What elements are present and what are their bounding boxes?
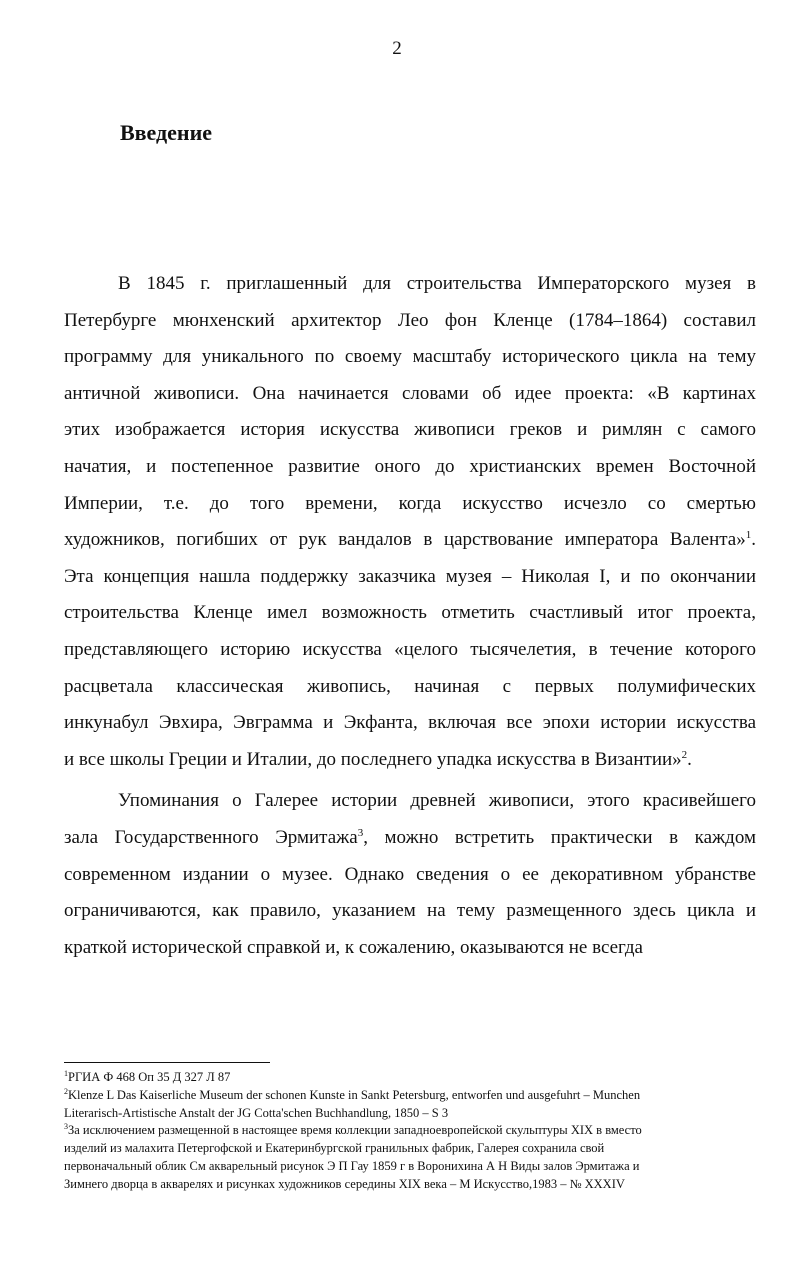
line-text: расцветала классическая живопись, начиная с первых полумифических	[64, 675, 756, 697]
footnote-text: первоначальный облик См акварельный рисунок Э П Гау 1859 г в Воронихина А Н Виды залов Эрмитажа и	[64, 1158, 640, 1173]
text-line	[64, 893, 756, 930]
text-line	[64, 742, 756, 779]
line-text: современном издании о музее. Однако сведения о ее декоративном убранстве	[64, 863, 756, 885]
text-line	[64, 857, 756, 894]
page-number: 2	[392, 38, 402, 59]
line-text: краткой исторической справкой и, к сожалению, оказываются не всегда	[64, 936, 643, 958]
line-text: и все школы Греции и Италии, до последнего упадка искусства в Византии»	[64, 748, 682, 770]
footnote-text: Klenze L Das Kaiserliche Museum der schonen Kunste in Sankt Petersburg, entworfen und ausgefuhrt – Munchen	[68, 1087, 641, 1102]
footnote-reference[interactable]: 3	[357, 826, 364, 839]
text-line	[64, 632, 756, 669]
footnote-line	[64, 1069, 756, 1087]
text-line	[64, 820, 756, 857]
footnote-line	[64, 1087, 756, 1105]
line-text: зала Государственного Эрмитажа	[64, 826, 358, 848]
footnote-text: За исключением размещенной в настоящее время коллекции западноевропейской скульптуры XIX в вместо	[68, 1123, 642, 1138]
section-heading: Введение	[120, 120, 213, 145]
line-text: Петербурге мюнхенский архитектор Лео фон Кленце (1784–1864) составил	[64, 309, 756, 331]
text-line	[64, 266, 756, 303]
line-text: начатия, и постепенное развитие оного до христианских времен Восточной	[64, 455, 756, 477]
text-line	[64, 559, 756, 596]
text-line	[64, 595, 756, 632]
footnotes	[64, 1069, 756, 1194]
footnote-number: 3	[64, 1122, 68, 1132]
line-text: ограничиваются, как правило, указанием на тему размещенного здесь цикла и	[64, 900, 756, 922]
footnote	[64, 1122, 756, 1193]
footnote-text: Зимнего дворца в акварелях и рисунках художников середины XIX века – М Искусство,1983 – № XXXIV	[64, 1176, 625, 1191]
line-text-after: , можно встретить практически в каждом	[363, 826, 756, 848]
text-line	[64, 412, 756, 449]
text-line	[64, 486, 756, 523]
body-text	[64, 266, 756, 966]
line-text: В 1845 г. приглашенный для строительства Императорского музея в	[118, 273, 756, 294]
line-text-after: .	[751, 529, 756, 551]
text-line	[64, 522, 756, 559]
text-line	[64, 705, 756, 742]
line-text: художников, погибших от рук вандалов в царствование императора Валента»	[64, 529, 746, 551]
text-line	[64, 930, 756, 967]
text-line	[64, 303, 756, 340]
footnote-text: РГИА Ф 468 Оп 35 Д 327 Л 87	[68, 1070, 231, 1084]
line-text: античной живописи. Она начинается словами об идее проекта: «В картинах	[64, 382, 756, 404]
line-text-after: .	[687, 748, 692, 770]
footnote-divider	[64, 1062, 270, 1063]
footnote-line	[64, 1158, 756, 1176]
text-line	[64, 376, 756, 413]
line-text: строительства Кленце имел возможность отметить счастливый итог проекта,	[64, 602, 756, 624]
text-line	[64, 783, 756, 820]
line-text: инкунабул Эвхира, Эвграмма и Экфанта, включая все эпохи истории искусства	[64, 712, 756, 734]
line-text: Империи, т.е. до того времени, когда искусство исчезло со смертью	[64, 492, 756, 514]
footnote	[64, 1069, 756, 1087]
line-text: представляющего историю искусства «целого тысячелетия, в течение которого	[64, 638, 756, 660]
footnote-line	[64, 1105, 756, 1123]
footnote-number: 1	[64, 1069, 68, 1078]
footnote-text: Literarisch-Artistische Anstalt der JG Cotta'schen Buchhandlung, 1850 – S 3	[64, 1105, 449, 1120]
line-text: Упоминания о Галерее истории древней живописи, этого красивейшего	[118, 790, 756, 812]
footnote-line	[64, 1140, 756, 1158]
footnote-text: изделий из малахита Петергофской и Екатеринбургской гранильных фабрик, Галерея сохранила свой	[64, 1141, 605, 1156]
text-line	[64, 669, 756, 706]
line-text: этих изображается история искусства живописи греков и римлян с самого	[64, 419, 756, 441]
footnote-reference[interactable]: 1	[745, 529, 752, 542]
footnote-line	[64, 1176, 756, 1194]
footnote-reference[interactable]: 2	[681, 748, 688, 761]
line-text: Эта концепция нашла поддержку заказчика музея – Николая I, и по окончании	[64, 565, 756, 587]
footnote-line	[64, 1122, 756, 1140]
footnote-number: 2	[64, 1086, 68, 1096]
text-line	[64, 449, 756, 486]
footnote	[64, 1087, 756, 1123]
line-text: программу для уникального по своему масштабу исторического цикла на тему	[64, 346, 756, 368]
text-line	[64, 339, 756, 376]
